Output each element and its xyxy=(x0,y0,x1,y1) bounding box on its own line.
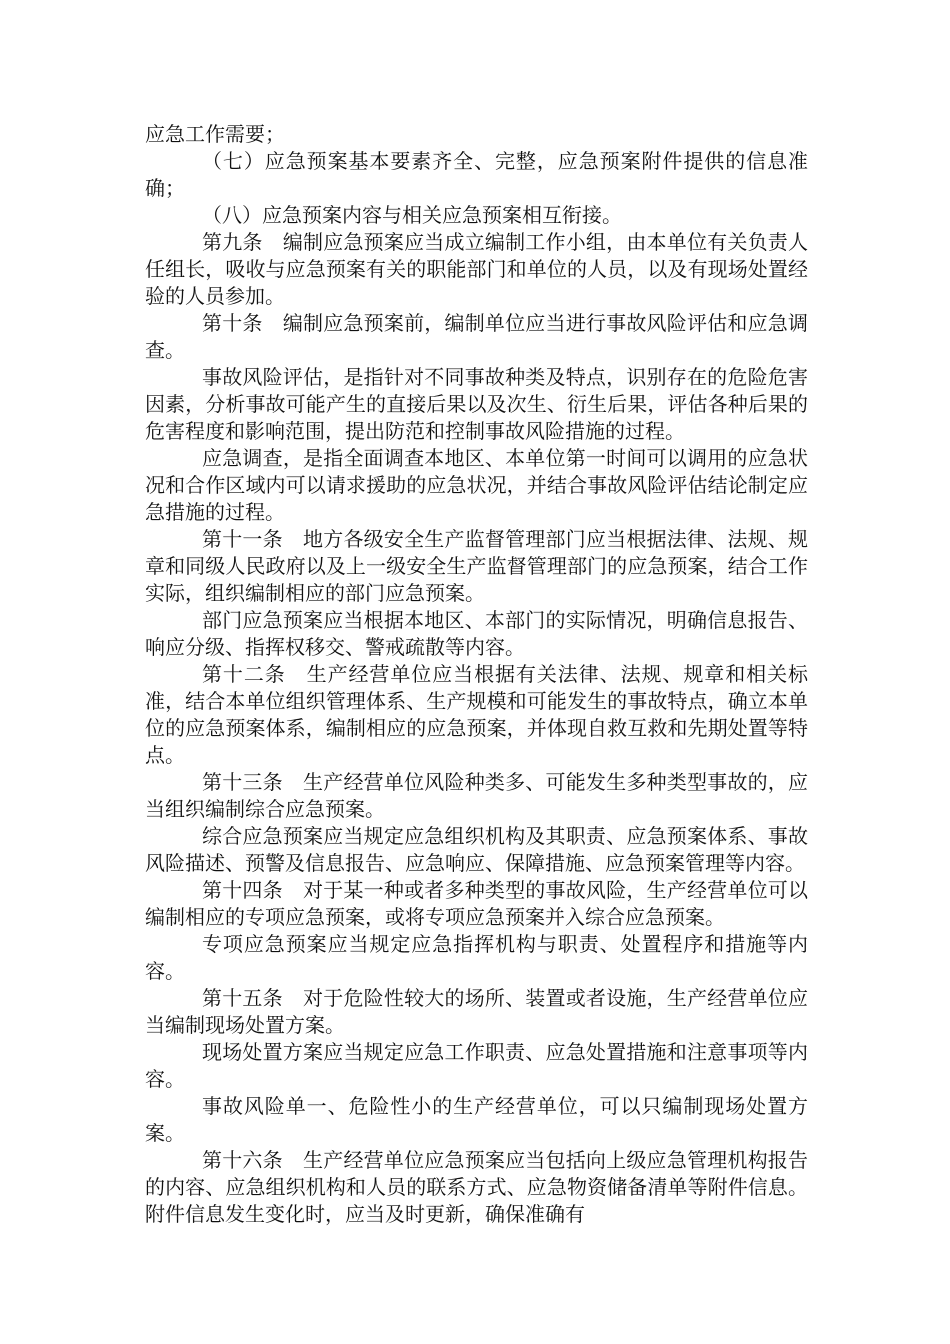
paragraph-continuation: 应急工作需要； xyxy=(145,122,285,146)
paragraph-special-plan: 专项应急预案应当规定应急指挥机构与职责、处置程序和措施等内容。 xyxy=(145,932,808,983)
paragraph-onsite-plan: 现场处置方案应当规定应急工作职责、应急处置措施和注意事项等内容。 xyxy=(145,1040,808,1091)
paragraph-item-7: （七）应急预案基本要素齐全、完整，应急预案附件提供的信息准确； xyxy=(145,149,808,200)
paragraph-article-12: 第十二条 生产经营单位应当根据有关法律、法规、规章和相关标准，结合本单位组织管理体系、生产规模和可能发生的事故特点，确立本单位的应急预案体系，编制相应的应急预案，并体现自救互救和先期处置等特点。 xyxy=(145,662,808,767)
paragraph-article-15: 第十五条 对于危险性较大的场所、装置或者设施，生产经营单位应当编制现场处置方案。 xyxy=(145,986,808,1037)
paragraph-comprehensive-plan: 综合应急预案应当规定应急组织机构及其职责、应急预案体系、事故风险描述、预警及信息报告、应急响应、保障措施、应急预案管理等内容。 xyxy=(145,824,808,875)
paragraph-item-8: （八）应急预案内容与相关应急预案相互衔接。 xyxy=(202,203,622,227)
paragraph-article-10: 第十条 编制应急预案前，编制单位应当进行事故风险评估和应急调查。 xyxy=(145,311,808,362)
paragraph-article-13: 第十三条 生产经营单位风险种类多、可能发生多种类型事故的，应当组织编制综合应急预案。 xyxy=(145,770,808,821)
paragraph-risk-assessment: 事故风险评估，是指针对不同事故种类及特点，识别存在的危险危害因素，分析事故可能产生的直接后果以及次生、衍生后果，评估各种后果的危害程度和影响范围，提出防范和控制事故风险措施的过程。 xyxy=(145,365,808,443)
paragraph-article-16: 第十六条 生产经营单位应急预案应当包括向上级应急管理机构报告的内容、应急组织机构和人员的联系方式、应急物资储备清单等附件信息。附件信息发生变化时，应当及时更新，确保准确有 xyxy=(145,1148,808,1226)
paragraph-department-plan: 部门应急预案应当根据本地区、本部门的实际情况，明确信息报告、响应分级、指挥权移交、警戒疏散等内容。 xyxy=(145,608,808,659)
paragraph-article-11: 第十一条 地方各级安全生产监督管理部门应当根据法律、法规、规章和同级人民政府以及上一级安全生产监督管理部门的应急预案，结合工作实际，组织编制相应的部门应急预案。 xyxy=(145,527,808,605)
document-page xyxy=(145,121,808,1228)
paragraph-single-risk: 事故风险单一、危险性小的生产经营单位，可以只编制现场处置方案。 xyxy=(145,1094,808,1145)
paragraph-article-9: 第九条 编制应急预案应当成立编制工作小组，由本单位有关负责人任组长，吸收与应急预案有关的职能部门和单位的人员，以及有现场处置经验的人员参加。 xyxy=(145,230,808,308)
paragraph-emergency-survey: 应急调查，是指全面调查本地区、本单位第一时间可以调用的应急状况和合作区域内可以请求援助的应急状况，并结合事故风险评估结论制定应急措施的过程。 xyxy=(145,446,808,524)
paragraph-article-14: 第十四条 对于某一种或者多种类型的事故风险，生产经营单位可以编制相应的专项应急预案，或将专项应急预案并入综合应急预案。 xyxy=(145,878,808,929)
